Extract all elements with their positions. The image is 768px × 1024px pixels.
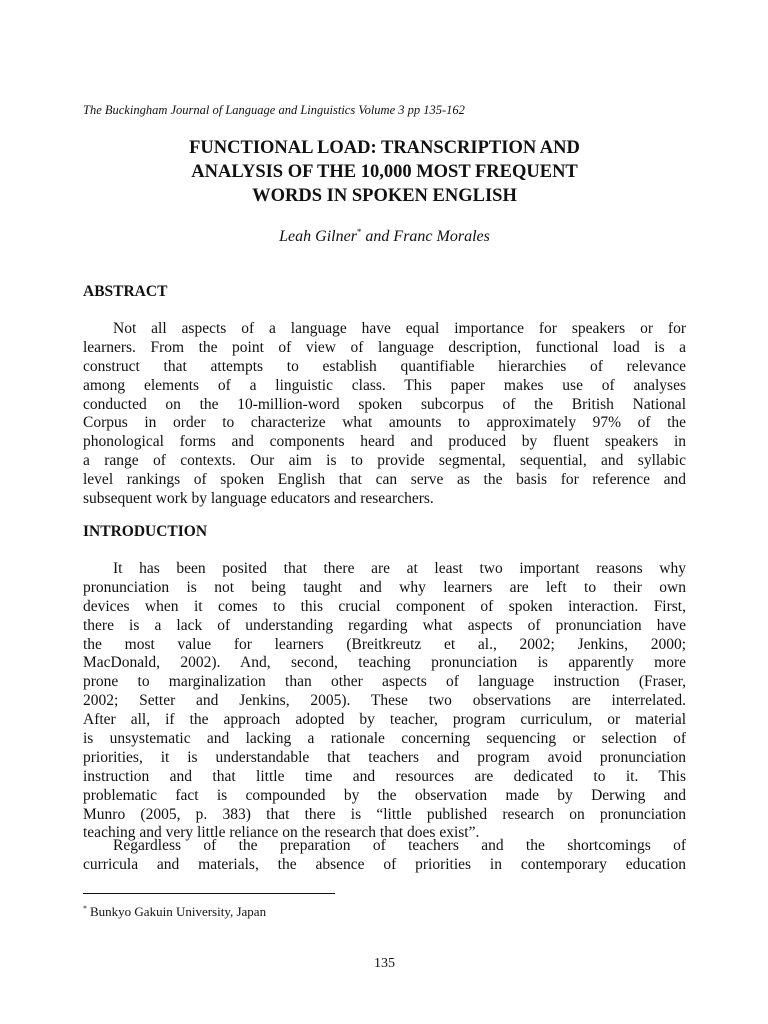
author-rest: and Franc Morales — [361, 228, 490, 245]
text-line: devices when it comes to this crucial component of spoken interaction. First, — [83, 597, 686, 615]
author-affiliation-marker: * — [356, 227, 362, 237]
text-line: the most value for learners (Breitkreutz et al., 2002; Jenkins, 2000; — [83, 635, 686, 653]
text-line: Not all aspects of a language have equal importance for speakers or for — [113, 320, 686, 337]
title-line: ANALYSIS OF THE 10,000 MOST FREQUENT — [191, 162, 578, 182]
footnote-marker: * — [83, 904, 87, 913]
footnote-divider — [83, 893, 335, 894]
authors-line — [83, 227, 686, 247]
text-line: Munro (2005, p. 383) that there is “little published research on pronunciation — [83, 805, 686, 823]
text-line: It has been posited that there are at least two important reasons why — [113, 560, 686, 577]
footnote — [83, 903, 266, 920]
text-line: After all, if the approach adopted by teacher, program curriculum, or material — [83, 711, 686, 729]
text-line: Corpus in order to characterize what amounts to approximately 97% of the — [83, 414, 686, 432]
text-line: phonological forms and components heard and produced by fluent speakers in — [83, 433, 686, 451]
text-line: MacDonald, 2002). And, second, teaching pronunciation is apparently more — [83, 654, 686, 672]
footnote-text: Bunkyo Gakuin University, Japan — [90, 904, 267, 919]
text-line: construct that attempts to establish quantifiable hierarchies of relevance — [83, 357, 686, 375]
text-line: there is a lack of understanding regarding what aspects of pronunciation have — [83, 616, 686, 634]
paper-title — [83, 136, 686, 208]
text-line: subsequent work by language educators and researchers. — [83, 490, 434, 508]
text-line: teaching and very little reliance on the research that does exist”. — [83, 824, 480, 842]
text-line: priorities, it is understandable that teachers and program avoid pronunciation — [83, 748, 686, 766]
text-line: pronunciation is not being taught and why learners are left to their own — [83, 578, 686, 596]
text-line: curricula and materials, the absence of priorities in contemporary education — [83, 855, 686, 873]
introduction-heading: INTRODUCTION — [83, 523, 208, 540]
author-first: Leah Gilner — [279, 228, 357, 245]
text-line: prone to marginalization than other aspects of language instruction (Fraser, — [83, 673, 686, 691]
text-line: learners. From the point of view of language description, functional load is a — [83, 338, 686, 356]
text-line: instruction and that little time and resources are dedicated to it. This — [83, 767, 686, 785]
abstract-paragraph — [83, 320, 686, 509]
abstract-heading: ABSTRACT — [83, 283, 168, 300]
title-line: FUNCTIONAL LOAD: TRANSCRIPTION AND — [189, 138, 580, 158]
introduction-paragraph-2 — [83, 837, 686, 875]
paper-page — [83, 0, 686, 1024]
text-line: problematic fact is compounded by the observation made by Derwing and — [83, 786, 686, 804]
introduction-paragraph-1 — [83, 560, 686, 843]
text-line: 2002; Setter and Jenkins, 2005). These two observations are interrelated. — [83, 692, 686, 710]
text-line: among elements of a linguistic class. This paper makes use of analyses — [83, 376, 686, 394]
text-line: Regardless of the preparation of teachers and the shortcomings of — [113, 837, 686, 854]
journal-citation-line: The Buckingham Journal of Language and Linguistics Volume 3 pp 135-162 — [83, 103, 465, 117]
text-line: is unsystematic and lacking a rationale concerning sequencing or selection of — [83, 730, 686, 748]
title-line: WORDS IN SPOKEN ENGLISH — [252, 186, 517, 206]
text-line: level rankings of spoken English that can serve as the basis for reference and — [83, 471, 686, 489]
text-line: a range of contexts. Our aim is to provide segmental, sequential, and syllabic — [83, 452, 686, 470]
page-number: 135 — [374, 956, 395, 971]
text-line: conducted on the 10-million-word spoken subcorpus of the British National — [83, 395, 686, 413]
